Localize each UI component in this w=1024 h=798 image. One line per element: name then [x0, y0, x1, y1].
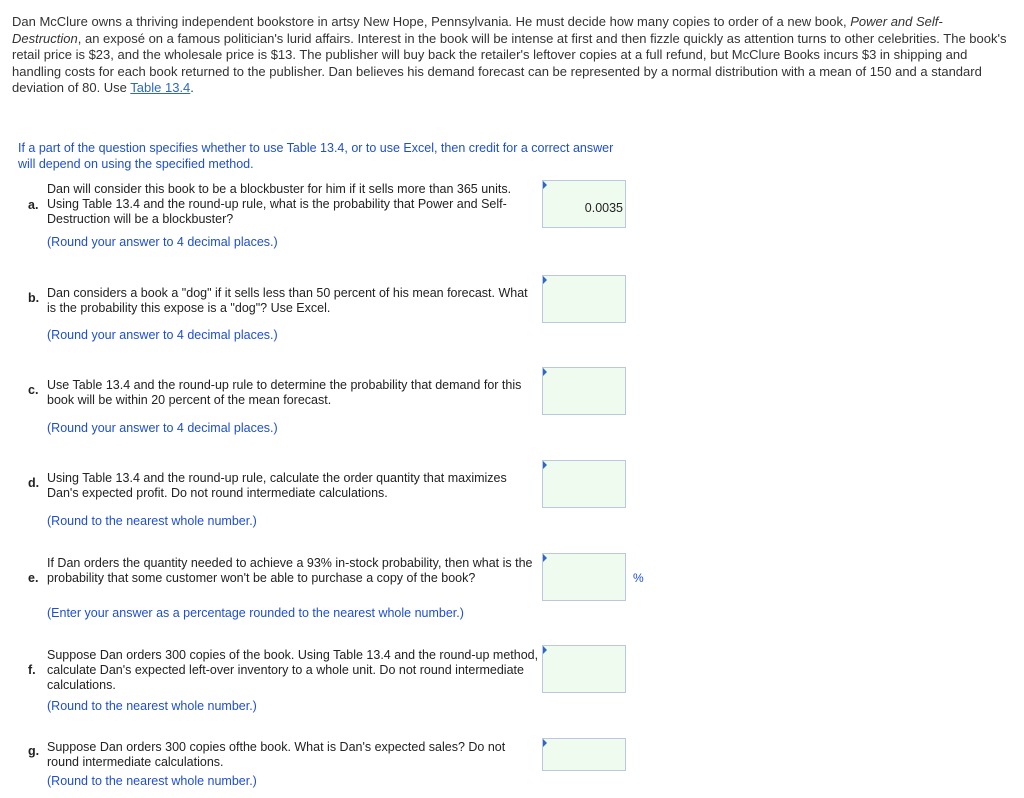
answer-input-a[interactable] [542, 180, 626, 228]
answer-flag-icon [543, 368, 547, 376]
answer-input-d[interactable] [542, 460, 626, 508]
intro-text-2: , an exposé on a famous politician's lurid affairs. Interest in the book will be intense at first and then fizzle quickly as attention turns to other celebrities. The book's retail price is $23, and the wholesale price is $13. The publisher will buy back the retailer's leftover copies at a full refund, but McClure Books incurs $3 in shipping and handling costs for each book returned to the publisher. Dan believes his demand forecast can be represented by a normal distribution with a mean of 150 and a standard deviation of 80. Use [12, 30, 1007, 96]
answer-flag-icon [543, 181, 547, 189]
question-hint: (Round your answer to 4 decimal places.) [47, 235, 278, 249]
book-title: Power and Self-Destruction [12, 14, 943, 46]
answer-flag-icon [543, 276, 547, 284]
question-letter: g. [28, 744, 40, 758]
answer-input-g[interactable] [542, 738, 626, 771]
answer-flag-icon [543, 554, 547, 562]
intro-text-1: Dan McClure owns a thriving independent bookstore in artsy New Hope, Pennsylvania. He must decide how many copies to order of a new book, [12, 14, 851, 29]
question-hint: (Round to the nearest whole number.) [47, 699, 257, 713]
question-text: Use Table 13.4 and the round-up rule to determine the probability that demand for this book will be within 20 percent of the mean forecast. [47, 378, 522, 407]
question-hint: (Enter your answer as a percentage rounded to the nearest whole number.) [47, 606, 464, 620]
question-letter: d. [28, 476, 40, 490]
question-text: Dan considers a book a "dog" if it sells less than 50 percent of his mean forecast. What is the probability this expose is a "dog"? Use Excel. [47, 286, 528, 315]
question-text: If Dan orders the quantity needed to achieve a 93% in-stock probability, then what is the probability that some customer won't be able to purchase a copy of the book? [47, 556, 533, 585]
answer-input-c[interactable] [542, 367, 626, 415]
question-letter: c. [28, 383, 39, 397]
answer-flag-icon [543, 646, 547, 654]
question-letter: e. [28, 571, 39, 585]
problem-statement [12, 14, 1012, 97]
answer-input-e[interactable] [542, 553, 626, 601]
problem-paragraph [12, 14, 1012, 97]
percent-unit: % [633, 571, 644, 585]
question-text: Suppose Dan orders 300 copies of the book. Using Table 13.4 and the round-up method, calculate Dan's expected left-over inventory to a whole unit. Do not round intermediate calculations. [47, 648, 539, 692]
answer-input-b[interactable] [542, 275, 626, 323]
question-hint: (Round to the nearest whole number.) [47, 514, 257, 528]
intro-text-3: . [190, 80, 194, 96]
question-hint: (Round your answer to 4 decimal places.) [47, 421, 278, 435]
answer-flag-icon [543, 739, 547, 747]
question-text: Dan will consider this book to be a blockbuster for him if it sells more than 365 units. Using Table 13.4 and the round-up rule, what is the probability that Power and Self-Destruction will be a blockbuster? [47, 182, 512, 226]
question-letter: b. [28, 291, 40, 305]
question-letter: a. [28, 198, 39, 212]
table-13-4-link[interactable]: Table 13.4 [130, 80, 191, 96]
method-note: If a part of the question specifies whether to use Table 13.4, or to use Excel, then credit for a correct answer will depend on using the specified method. [18, 141, 614, 171]
answer-value: 0.0035 [584, 201, 623, 215]
question-text: Using Table 13.4 and the round-up rule, calculate the order quantity that maximizes Dan's expected profit. Do not round intermediate calculations. [47, 471, 507, 500]
answer-input-f[interactable] [542, 645, 626, 693]
question-text: Suppose Dan orders 300 copies ofthe book. What is Dan's expected sales? Do not round intermediate calculations. [47, 740, 506, 769]
question-hint: (Round your answer to 4 decimal places.) [47, 328, 278, 342]
question-hint: (Round to the nearest whole number.) [47, 774, 257, 788]
question-letter: f. [28, 663, 36, 677]
answer-flag-icon [543, 461, 547, 469]
